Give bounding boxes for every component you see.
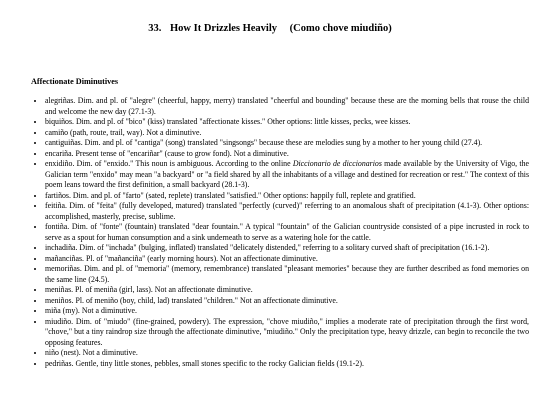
list-item [45,117,529,128]
list-item [45,222,529,243]
list-item [45,159,529,191]
entry-text: miña (my). Not a diminutive. [45,306,137,315]
entry-text: niño (nest). Not a diminutive. [45,348,138,357]
diminutives-list [31,96,529,369]
entry-text: meniños. Pl. of meniño (boy, child, lad) translated "children." Not an affectionate diminutive. [45,295,338,305]
page-title [0,22,540,35]
entry-text: miudiño. Dim. of "miudo" (fine-grained, powdery). The expression, "chove miudiño," implies a moderate rate of precipitation through the first word, "chove," but a tiny raindrop size through the affectionate diminutive, "miudiño." Only the precipitation type, heavy drizzle, can begin to reconcile the two opposing features. [45,316,529,347]
entry-text: fontiña. Dim. of "fonte" (fountain) translated "dear fountain." A typical "fountain" of the Galician countryside consisted of a pipe incrusted in rock to serve as a spout for human consumption and a sink underneath to serve as a watering hole for the cattle. [45,222,529,242]
list-item [45,296,529,307]
entry-text: biquiños. Dim. and pl. of "bico" (kiss) translated "affectionate kisses." Other options: little kisses, pecks, wee kisses. [45,117,411,126]
list-item [45,254,529,265]
list-item [45,138,529,149]
entry-text: mañanciñas. Pl. of "mañanciña" (early morning hours). Not an affectionate diminutive. [45,253,318,263]
list-item [45,317,529,349]
list-item [45,348,529,359]
list-item [45,285,529,296]
entry-text: meniñas. Pl. of meniña (girl, lass). Not an affectionate diminutive. [45,285,253,294]
entry-text: cantiguiñas. Dim. and pl. of "cantiga" (song) translated "singsongs" because these are melodies sung by a mother to her young child (27.4). [45,138,483,147]
entry-text: enxidiño. Dim. of "enxido." This noun is ambiguous. According to the online [45,159,293,168]
entry-text: encariña. Present tense of "encariñar" (cause to grow fond). Not a diminutive. [45,148,289,158]
list-item [45,96,529,117]
section-heading: Affectionate Diminutives [31,77,119,86]
list-item [45,191,529,202]
dictionary-title: Diccionario de diccionarios [292,159,382,168]
entry-text: fartiños. Dim. and pl. of "farto" (sated, replete) translated "satisfied." Other options: happily full, replete and gratified. [45,190,416,200]
poem-number: 33. [148,23,162,34]
entry-text: feitiña. Dim. of "feita" (fully developed, matured) translated "perfectly (curved)" referring to an anomalous shaft of precipitation (4.1-3). Other options: accomplished, masterly, precise, sublime. [45,201,529,221]
list-item [45,264,529,285]
poem-title-galician: (Como chove miudiño) [289,23,392,34]
poem-title: How It Drizzles Heavily [170,23,278,34]
list-item [45,201,529,222]
entry-text: memoriñas. Dim. and pl. of "memoria" (memory, remembrance) translated "pleasant memories" because they are further described as fond memories on the same line (24.5). [45,264,529,284]
entry-text: alegriñas. Dim. and pl. of "alegre" (cheerful, happy, merry) translated "cheerful and bounding" because these are the morning bells that rouse the child and welcome the new day (27.1-3). [45,96,529,116]
list-item [45,306,529,317]
list-item [45,243,529,254]
list-item [45,128,529,139]
list-item [45,359,529,370]
entry-text: inchadiña. Dim. of "inchada" (bulging, inflated) translated "delicately distended," referring to a solitary curved shaft of precipitation (16.1-2). [45,243,490,252]
list-item [45,149,529,160]
entry-text: camiño (path, route, trail, way). Not a diminutive. [45,127,202,137]
entry-text: made available by the University of Vigo, the Galician term "enxido" may mean "a backyard" or "a field shared by all the inhabitants of a village and destined for recreation or rest." The context of this poem leans toward the first definition, a small backyard (28.1-3). [45,159,529,189]
entry-text: pedriñas. Gentle, tiny little stones, pebbles, small stones specific to the rocky Galician fields (19.1-2). [45,358,364,368]
